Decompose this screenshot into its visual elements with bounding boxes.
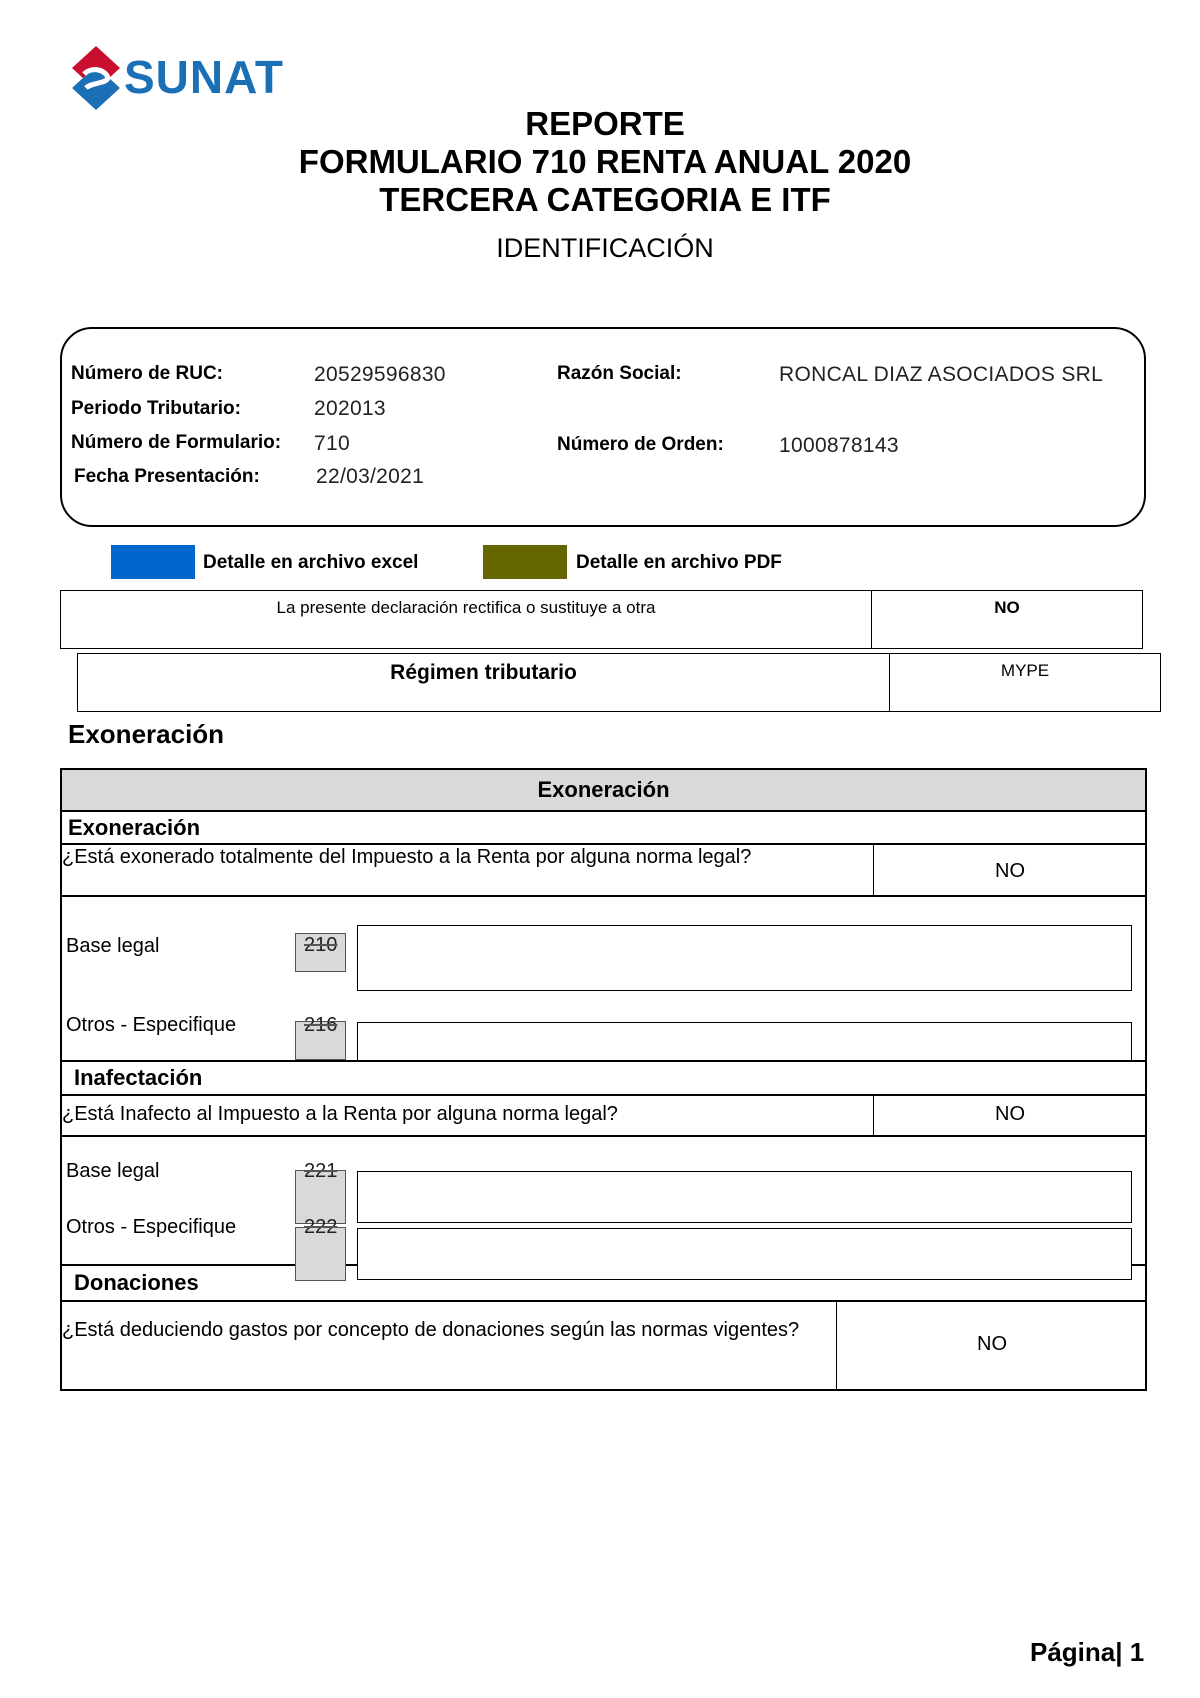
exo-base-legal-input[interactable]: [357, 925, 1132, 991]
table-header: Exoneración: [537, 777, 670, 802]
exoneracion-question: ¿Está exonerado totalmente del Impuesto a la Renta por alguna norma legal?: [62, 846, 752, 868]
inaf-otros-code: 222: [304, 1216, 338, 1238]
inafectacion-question: ¿Está Inafecto al Impuesto a la Renta por alguna norma legal?: [62, 1103, 618, 1125]
category-title: TERCERA CATEGORIA E ITF: [379, 181, 831, 218]
section-identificacion: IDENTIFICACIÓN: [496, 233, 714, 263]
fecha-value: 22/03/2021: [316, 465, 425, 488]
sunat-logo: [62, 44, 312, 114]
exoneracion-section-title: Exoneración: [68, 815, 201, 840]
divider: [62, 1060, 1145, 1062]
donaciones-section-title: Donaciones: [74, 1270, 199, 1295]
divider: [62, 1094, 1145, 1096]
page-number: Página| 1: [1030, 1637, 1145, 1667]
periodo-label: Periodo Tributario:: [71, 398, 241, 419]
inafectacion-answer: NO: [995, 1103, 1025, 1125]
pdf-swatch: [483, 545, 567, 579]
inaf-base-legal-label: Base legal: [66, 1160, 160, 1182]
exo-otros-label: Otros - Especifique: [66, 1014, 237, 1036]
periodo-value: 202013: [314, 397, 386, 420]
excel-swatch: [111, 545, 195, 579]
inaf-otros-input[interactable]: [357, 1228, 1132, 1280]
identification-box: [60, 327, 1146, 527]
logo-text: SUNAT: [124, 51, 285, 103]
regimen-value-cell: [889, 653, 1161, 712]
inafectacion-section-title: Inafectación: [74, 1065, 203, 1090]
razon-social-value: RONCAL DIAZ ASOCIADOS SRL: [779, 363, 1104, 386]
orden-value: 1000878143: [779, 434, 899, 457]
rectifica-value: NO: [994, 598, 1020, 617]
regimen-value: MYPE: [1000, 661, 1050, 680]
inaf-base-legal-code: 221: [304, 1160, 338, 1182]
exoneracion-answer: NO: [995, 860, 1025, 882]
exo-base-legal-code: 210: [304, 934, 338, 956]
inaf-otros-label: Otros - Especifique: [66, 1216, 237, 1238]
divider: [62, 895, 1145, 897]
orden-label: Número de Orden:: [557, 434, 724, 455]
regimen-label-cell: [77, 653, 890, 712]
rectifica-value-cell: [871, 590, 1143, 649]
ruc-label: Número de RUC:: [71, 363, 224, 384]
divider: [62, 1300, 1145, 1302]
ruc-value: 20529596830: [314, 363, 446, 386]
report-title: REPORTE: [525, 105, 685, 142]
exoneracion-heading: Exoneración: [68, 719, 225, 749]
exo-base-legal-label: Base legal: [66, 935, 160, 957]
razon-social-label: Razón Social:: [557, 363, 682, 384]
divider: [62, 810, 1145, 812]
formulario-label: Número de Formulario:: [71, 432, 282, 453]
divider: [62, 1135, 1145, 1137]
fecha-label: Fecha Presentación:: [74, 466, 260, 487]
rectifica-label: La presente declaración rectifica o sustituye a otra: [276, 598, 656, 617]
excel-legend-label: Detalle en archivo excel: [203, 552, 419, 573]
divider: [62, 843, 1145, 845]
formulario-value: 710: [314, 432, 350, 455]
inaf-base-legal-input[interactable]: [357, 1171, 1132, 1223]
form-title: FORMULARIO 710 RENTA ANUAL 2020: [298, 143, 912, 180]
regimen-label: Régimen tributario: [390, 661, 577, 684]
donaciones-question: ¿Está deduciendo gastos por concepto de donaciones según las normas vigentes?: [62, 1319, 800, 1341]
donaciones-answer: NO: [977, 1333, 1007, 1355]
rectifica-label-cell: [60, 590, 872, 649]
exoneracion-table: [60, 768, 1147, 1391]
exo-otros-code: 216: [304, 1014, 338, 1036]
exo-otros-input[interactable]: [357, 1022, 1132, 1060]
pdf-legend-label: Detalle en archivo PDF: [576, 552, 782, 573]
